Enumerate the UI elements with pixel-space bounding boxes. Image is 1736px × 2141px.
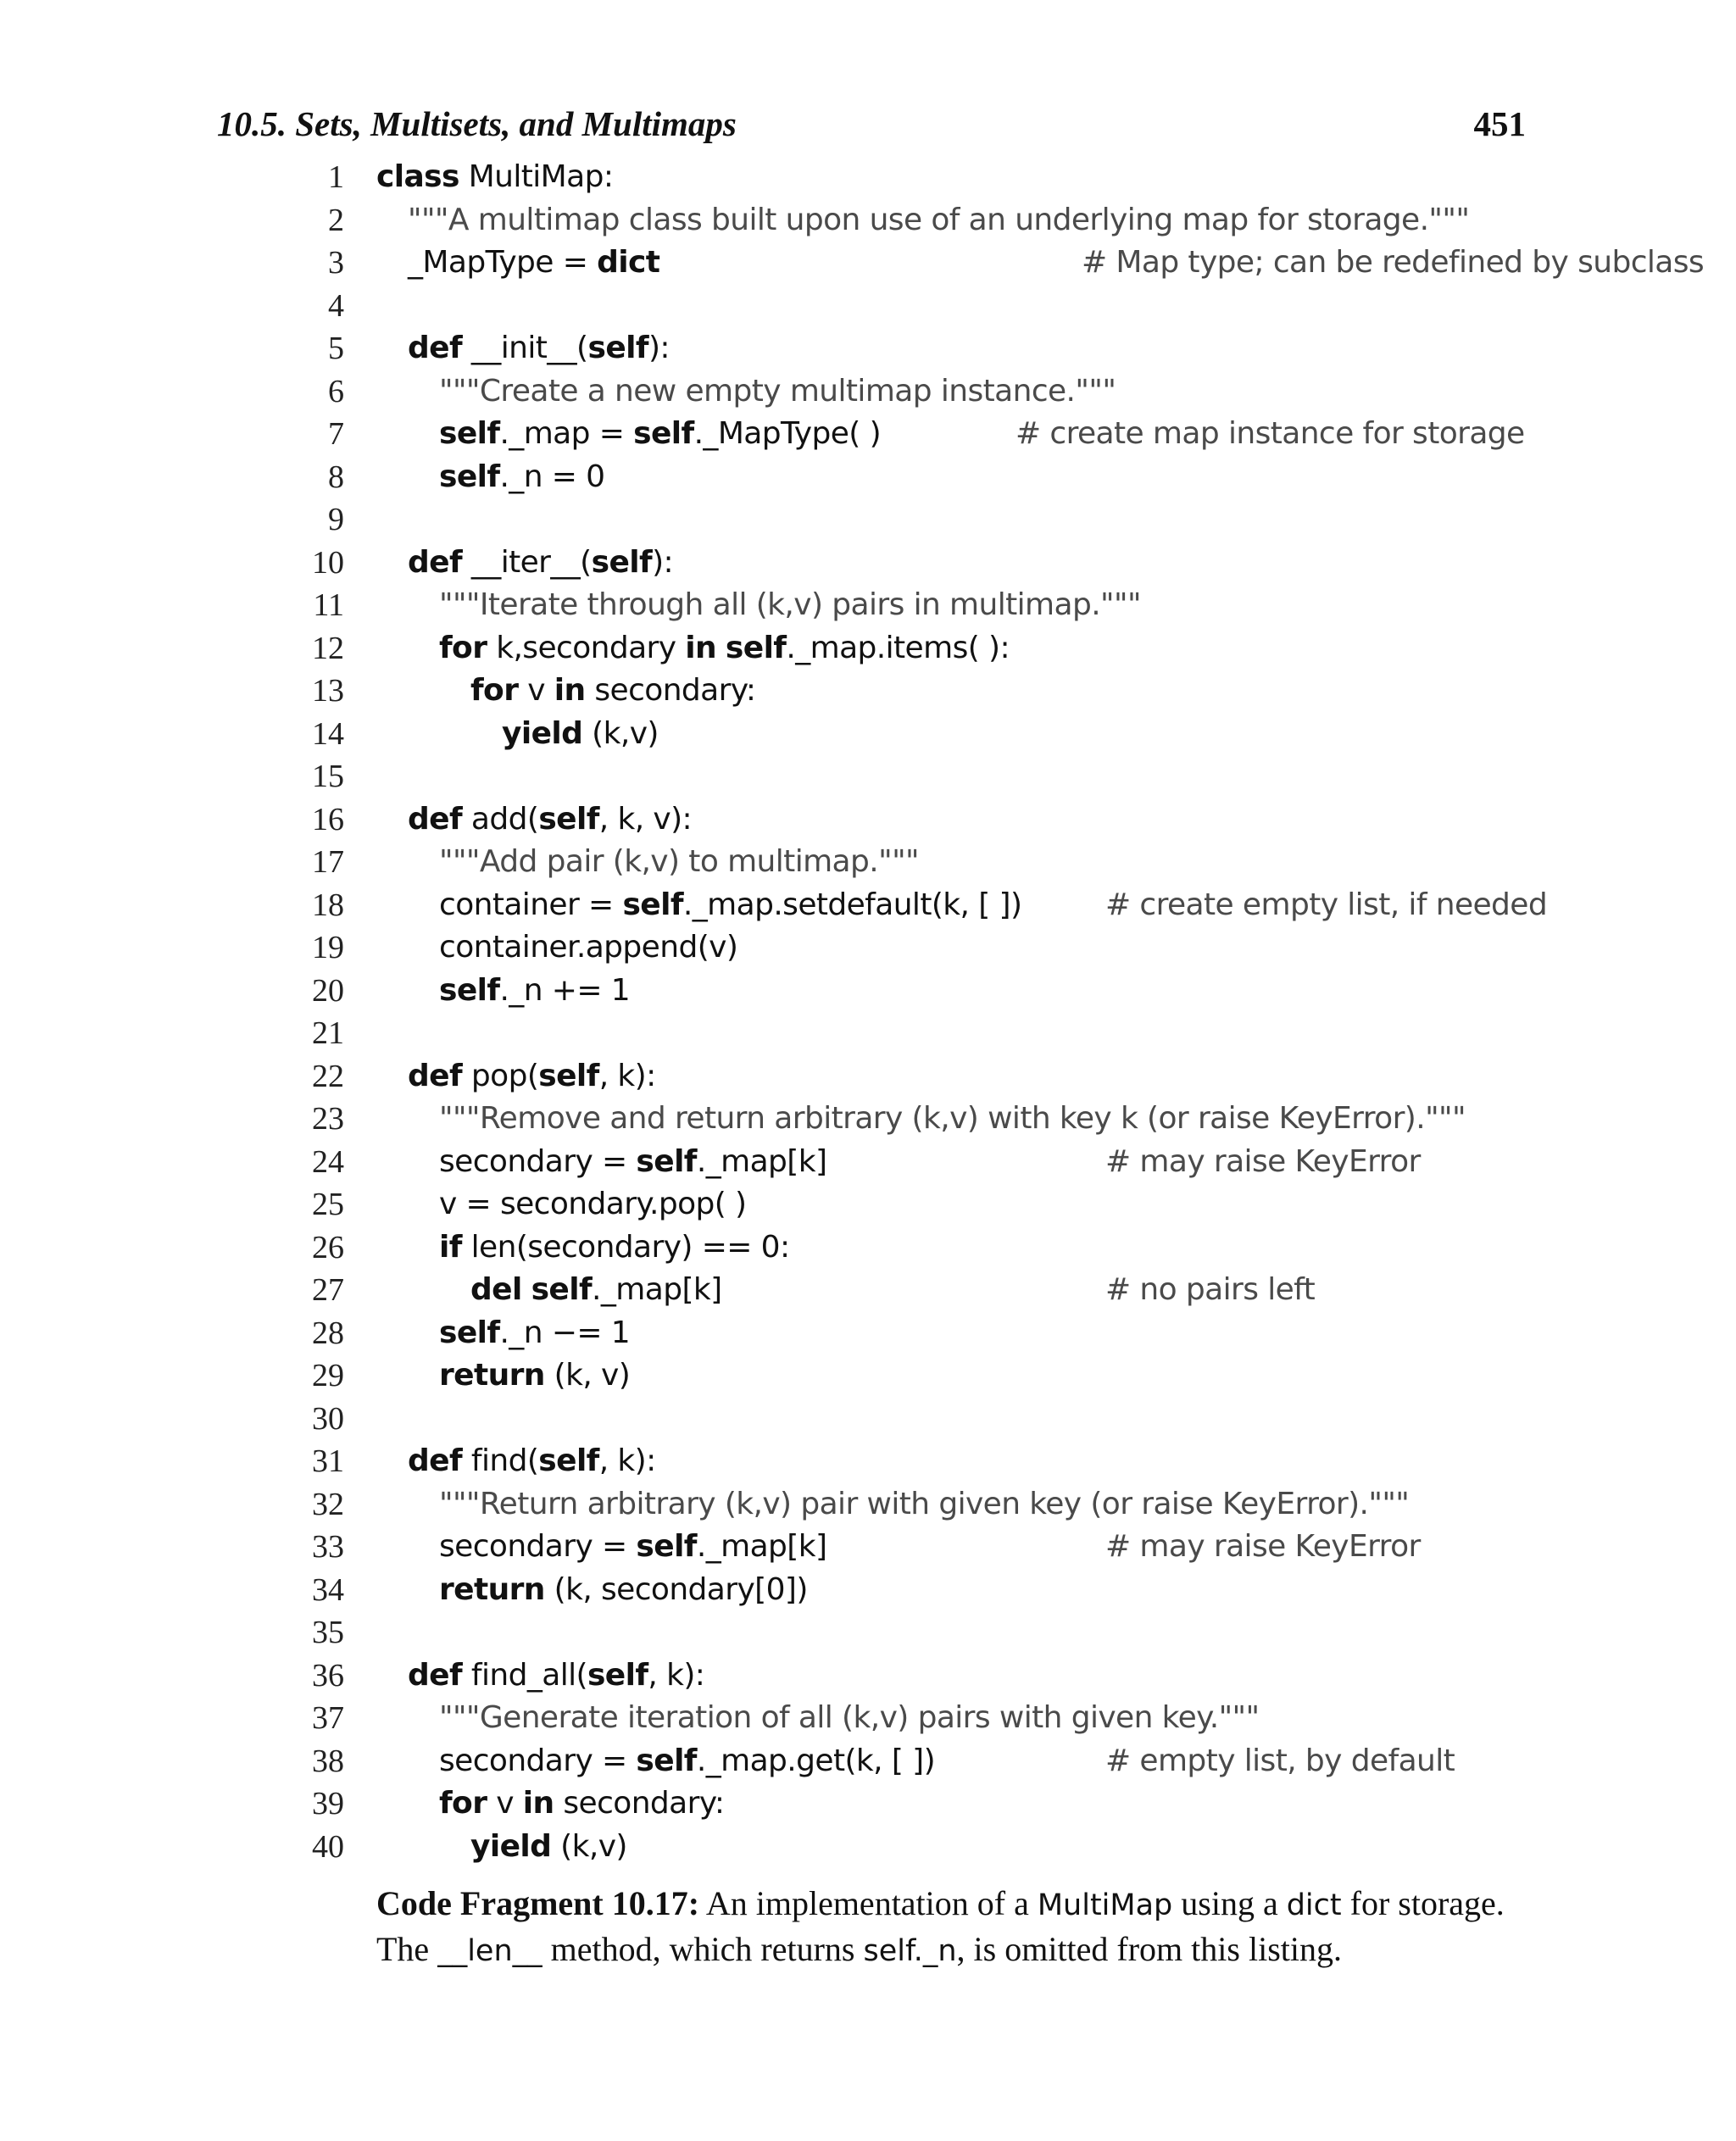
code-line xyxy=(254,327,1543,370)
code-keyword: dict xyxy=(597,245,660,280)
line-number: 24 xyxy=(312,1143,344,1180)
code-line xyxy=(254,1526,1543,1569)
code-line xyxy=(254,1141,1543,1184)
code-token: container = xyxy=(439,887,623,922)
code-text xyxy=(376,156,613,199)
code-text xyxy=(408,1055,656,1098)
code-line xyxy=(254,1312,1543,1355)
code-keyword: def xyxy=(408,544,463,580)
code-keyword: self xyxy=(538,1443,599,1478)
section-title: 10.5. Sets, Multisets, and Multimaps xyxy=(217,104,737,143)
code-token: secondary: xyxy=(554,1786,725,1821)
code-line xyxy=(254,242,1705,285)
code-token: container.append(v) xyxy=(439,930,738,965)
code-token: pop( xyxy=(462,1058,539,1093)
code-token xyxy=(522,1272,531,1307)
code-text xyxy=(439,884,1021,927)
caption-text: for storage. The xyxy=(376,1884,1505,1968)
code-text xyxy=(439,370,1116,414)
code-keyword: for xyxy=(470,673,519,708)
caption-code: MultiMap xyxy=(1037,1888,1173,1922)
code-token: ._map[k] xyxy=(696,1143,827,1179)
line-number: 31 xyxy=(312,1443,344,1479)
code-line xyxy=(254,1440,1543,1483)
code-keyword: self xyxy=(587,331,648,365)
code-keyword: in xyxy=(554,673,586,708)
code-line xyxy=(254,1611,1543,1654)
code-token: ._MapType( ) xyxy=(693,416,882,451)
line-number: 34 xyxy=(312,1571,344,1608)
code-text xyxy=(439,1312,630,1355)
code-text xyxy=(502,713,659,756)
code-token: ._map = xyxy=(499,416,634,451)
code-token: __init__( xyxy=(462,331,588,365)
code-token: (k,v) xyxy=(582,715,659,751)
code-line xyxy=(254,1569,1543,1612)
code-token: v xyxy=(518,673,554,708)
code-keyword: for xyxy=(439,630,487,665)
code-token: (k, v) xyxy=(544,1358,631,1393)
code-line xyxy=(254,1354,1543,1398)
code-text xyxy=(439,1483,1409,1527)
code-line xyxy=(254,1055,1543,1098)
code-keyword: self xyxy=(439,416,500,451)
code-token: find_all( xyxy=(462,1657,587,1693)
line-number: 14 xyxy=(312,715,344,752)
code-token: (k,v) xyxy=(551,1828,627,1864)
code-line xyxy=(254,1740,1543,1783)
code-line xyxy=(254,456,1543,499)
line-number: 21 xyxy=(312,1015,344,1051)
code-line xyxy=(254,1826,1543,1869)
code-keyword: self xyxy=(725,630,787,665)
code-comment: # may raise KeyError xyxy=(1105,1529,1421,1564)
code-text xyxy=(439,413,881,456)
code-text xyxy=(439,1226,790,1270)
code-token: secondary = xyxy=(439,1143,637,1179)
code-line xyxy=(254,1654,1543,1698)
code-keyword: for xyxy=(439,1786,487,1821)
line-number: 2 xyxy=(328,202,344,238)
code-token: secondary = xyxy=(439,1529,637,1564)
code-text xyxy=(408,542,673,585)
code-keyword: in xyxy=(522,1786,554,1821)
line-number: 30 xyxy=(312,1400,344,1437)
line-number: 36 xyxy=(312,1657,344,1693)
code-keyword: self xyxy=(439,459,500,494)
line-number: 20 xyxy=(312,972,344,1009)
line-number: 4 xyxy=(328,287,344,324)
code-line xyxy=(254,1269,1543,1312)
line-number: 6 xyxy=(328,373,344,409)
caption-code: dict xyxy=(1286,1888,1342,1922)
code-keyword: in xyxy=(685,630,717,665)
caption-label: Code Fragment 10.17: xyxy=(376,1884,700,1922)
line-number: 19 xyxy=(312,930,344,965)
caption-text: using a xyxy=(1172,1884,1287,1922)
code-token xyxy=(716,631,726,665)
code-docstring: """Iterate through all (k,v) pairs in multimap.""" xyxy=(439,587,1141,622)
code-comment: # empty list, by default xyxy=(1105,1743,1455,1778)
code-line xyxy=(254,542,1543,585)
code-keyword: self xyxy=(439,1315,500,1350)
code-comment: # may raise KeyError xyxy=(1105,1143,1421,1179)
code-docstring: """Return arbitrary (k,v) pair with given key (or raise KeyError).""" xyxy=(439,1486,1410,1521)
code-text xyxy=(470,670,755,713)
line-number: 1 xyxy=(328,159,344,195)
code-keyword: yield xyxy=(470,1828,552,1864)
line-number: 32 xyxy=(312,1486,344,1522)
code-keyword: def xyxy=(408,331,463,365)
code-token: ): xyxy=(652,544,674,580)
line-number: 10 xyxy=(312,544,344,581)
code-comment: # create map instance for storage xyxy=(1015,416,1525,451)
code-token: (k, secondary[0]) xyxy=(544,1571,808,1607)
code-keyword: self xyxy=(633,416,694,451)
caption-code: __len__ xyxy=(437,1934,542,1968)
line-number: 16 xyxy=(312,801,344,837)
code-caption xyxy=(376,1882,1529,1973)
line-number: 12 xyxy=(312,630,344,666)
line-number: 33 xyxy=(312,1529,344,1565)
line-number: 11 xyxy=(313,587,344,623)
code-keyword: if xyxy=(439,1229,462,1265)
code-line xyxy=(254,1098,1543,1141)
code-token: , k): xyxy=(648,1657,705,1693)
line-number: 5 xyxy=(328,331,344,366)
code-text xyxy=(470,1826,627,1869)
code-token: , k): xyxy=(598,1058,656,1093)
code-line xyxy=(254,584,1543,627)
code-token: ._n = 0 xyxy=(499,459,605,494)
code-text xyxy=(439,1697,1259,1740)
code-token: ._n −= 1 xyxy=(499,1315,631,1350)
code-line xyxy=(254,1183,1543,1226)
code-token: MultiMap: xyxy=(459,159,614,194)
code-line xyxy=(254,156,1543,199)
code-line xyxy=(254,1483,1543,1527)
code-text xyxy=(439,584,1141,627)
code-keyword: def xyxy=(408,1058,463,1093)
code-line xyxy=(254,1012,1543,1055)
code-text xyxy=(439,1569,808,1612)
code-text xyxy=(439,926,737,970)
line-number: 29 xyxy=(312,1358,344,1393)
code-token: k,secondary xyxy=(487,630,686,665)
code-text xyxy=(439,1183,747,1226)
code-keyword: self xyxy=(531,1272,593,1307)
caption-text: An implementation of a xyxy=(699,1884,1038,1922)
line-number: 27 xyxy=(312,1272,344,1308)
code-keyword: self xyxy=(439,972,500,1008)
code-line xyxy=(254,926,1543,970)
code-keyword: self xyxy=(538,801,599,837)
code-line xyxy=(254,970,1543,1013)
code-line xyxy=(254,1226,1543,1270)
code-line xyxy=(254,1398,1543,1441)
code-keyword: self xyxy=(591,544,653,580)
code-token: add( xyxy=(462,801,539,837)
code-token: , k): xyxy=(598,1443,656,1478)
code-text xyxy=(439,1098,1466,1141)
line-number: 17 xyxy=(312,844,344,880)
code-line xyxy=(254,884,1548,927)
line-number: 23 xyxy=(312,1101,344,1137)
code-text xyxy=(408,199,1469,242)
code-text xyxy=(470,1269,722,1312)
code-line xyxy=(254,798,1543,842)
code-text xyxy=(439,1141,826,1184)
code-keyword: yield xyxy=(502,715,583,751)
code-token: ._map.setdefault(k, [ ]) xyxy=(682,887,1022,922)
code-text xyxy=(439,456,604,499)
code-keyword: self xyxy=(636,1743,697,1778)
code-keyword: self xyxy=(538,1058,599,1093)
code-line xyxy=(254,755,1543,798)
code-listing xyxy=(254,156,1705,1868)
code-keyword: class xyxy=(376,159,459,194)
code-line xyxy=(254,498,1543,542)
code-comment: # no pairs left xyxy=(1105,1272,1316,1307)
code-token: ._map.get(k, [ ]) xyxy=(696,1743,936,1778)
code-token: v xyxy=(487,1786,523,1821)
code-text xyxy=(439,1354,630,1398)
code-text xyxy=(439,1740,935,1783)
code-line xyxy=(254,627,1543,670)
code-text xyxy=(439,1526,826,1569)
code-keyword: self xyxy=(636,1529,697,1564)
code-keyword: def xyxy=(408,1443,463,1478)
line-number: 8 xyxy=(328,459,344,495)
line-number: 22 xyxy=(312,1058,344,1094)
code-line xyxy=(254,1782,1543,1826)
code-keyword: return xyxy=(439,1571,545,1607)
code-text xyxy=(408,327,670,370)
code-comment: # Map type; can be redefined by subclass xyxy=(1082,245,1705,280)
code-line xyxy=(254,413,1543,456)
code-docstring: """Create a new empty multimap instance.""" xyxy=(439,373,1116,409)
code-line xyxy=(254,285,1543,328)
line-number: 40 xyxy=(312,1828,344,1865)
page-number: 451 xyxy=(1473,104,1526,143)
code-keyword: self xyxy=(636,1143,697,1179)
code-line xyxy=(254,199,1543,242)
code-text xyxy=(408,242,659,285)
line-number: 3 xyxy=(328,245,344,281)
code-docstring: """Generate iteration of all (k,v) pairs with given key.""" xyxy=(439,1700,1260,1735)
code-keyword: self xyxy=(587,1657,648,1693)
line-number: 9 xyxy=(328,502,344,537)
code-token: _MapType = xyxy=(408,245,598,280)
code-token: secondary: xyxy=(585,673,756,708)
code-line xyxy=(254,670,1543,713)
code-token: ._n += 1 xyxy=(499,972,631,1008)
code-token: find( xyxy=(462,1443,539,1478)
line-number: 37 xyxy=(312,1700,344,1736)
caption-text: method, which returns xyxy=(542,1930,864,1968)
line-number: 39 xyxy=(312,1786,344,1821)
code-docstring: """Remove and return arbitrary (k,v) with key k (or raise KeyError).""" xyxy=(439,1101,1466,1136)
code-keyword: def xyxy=(408,801,463,837)
code-token: __iter__( xyxy=(462,544,592,580)
code-line xyxy=(254,841,1543,884)
page-header xyxy=(217,98,1526,149)
code-text xyxy=(408,1440,656,1483)
line-number: 38 xyxy=(312,1743,344,1779)
code-text xyxy=(439,1782,724,1826)
code-keyword: return xyxy=(439,1358,545,1393)
line-number: 26 xyxy=(312,1229,344,1265)
line-number: 18 xyxy=(312,887,344,923)
code-text xyxy=(408,798,692,842)
code-keyword: self xyxy=(622,887,683,922)
code-line xyxy=(254,1697,1543,1740)
code-token: , k, v): xyxy=(598,801,693,837)
code-token: ): xyxy=(648,331,670,365)
code-token: len(secondary) == 0: xyxy=(461,1229,790,1265)
line-number: 13 xyxy=(312,673,344,709)
code-keyword: del xyxy=(470,1272,522,1307)
line-number: 25 xyxy=(312,1187,344,1222)
code-docstring: """A multimap class built upon use of an underlying map for storage.""" xyxy=(408,202,1470,237)
line-number: 15 xyxy=(312,759,344,794)
code-token: ._map[k] xyxy=(592,1272,722,1307)
code-token: secondary = xyxy=(439,1743,637,1778)
code-token: ._map[k] xyxy=(696,1529,827,1564)
code-line xyxy=(254,370,1543,414)
code-token: ._map.items( ): xyxy=(786,630,1010,665)
line-number: 35 xyxy=(312,1615,344,1650)
code-text xyxy=(439,841,919,884)
code-comment: # create empty list, if needed xyxy=(1105,887,1548,922)
line-number: 28 xyxy=(312,1315,344,1351)
code-docstring: """Add pair (k,v) to multimap.""" xyxy=(439,844,919,879)
line-number: 7 xyxy=(328,416,344,452)
code-text xyxy=(439,627,1010,670)
code-text xyxy=(439,970,630,1013)
caption-text: , is omitted from this listing. xyxy=(956,1930,1342,1968)
code-text xyxy=(408,1654,704,1698)
code-keyword: def xyxy=(408,1657,463,1693)
code-token: v = secondary.pop( ) xyxy=(439,1187,747,1221)
caption-code: self._n xyxy=(863,1934,957,1968)
code-line xyxy=(254,713,1543,756)
